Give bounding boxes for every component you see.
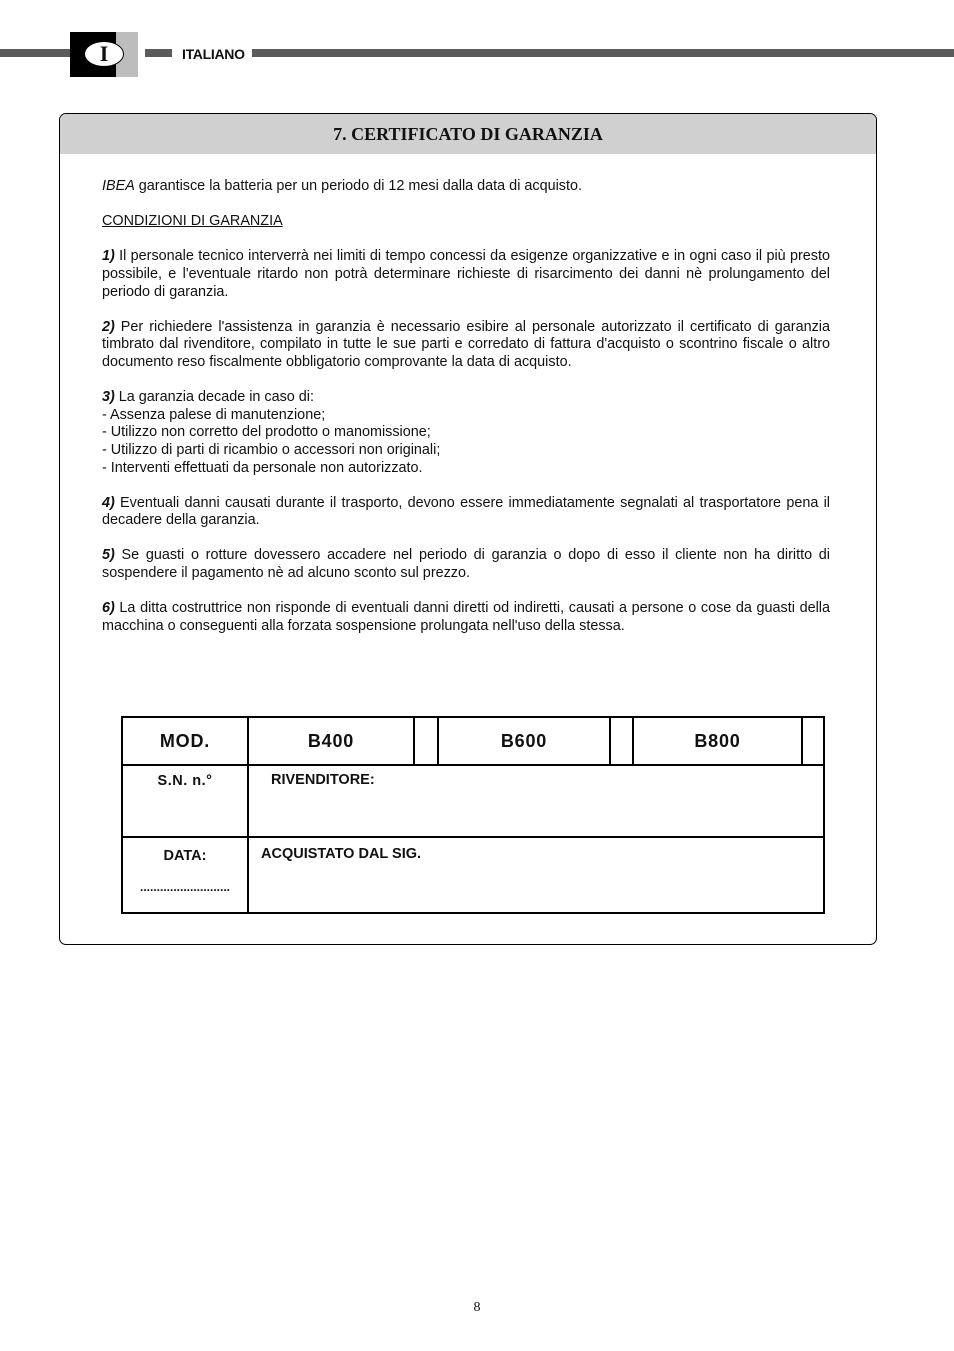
clause-3-item: - Utilizzo di parti di ricambio o accessori non originali; <box>102 441 441 458</box>
clause-number: 1) <box>102 248 115 265</box>
table-row-divider <box>123 764 823 766</box>
conditions-heading: CONDIZIONI DI GARANZIA <box>102 213 283 230</box>
intro-paragraph <box>102 178 830 196</box>
clause-text: La ditta costruttrice non risponde di eventuali danni diretti od indiretti, causati a persone o cose da guasti della macchina o conseguenti alla forzata sospensione prolungata nell'uso della stessa. <box>102 600 830 634</box>
clause-number: 3) <box>102 389 115 406</box>
clause-3-item: - Interventi effettuati da personale non autorizzato. <box>102 459 423 476</box>
clause-1 <box>102 248 830 301</box>
table-row-divider <box>123 836 823 838</box>
header-rule-mid <box>145 49 172 57</box>
clause-text: Per richiedere l'assistenza in garanzia è necessario esibire al personale autorizzato il certificato di garanzia timbrato dal rivenditore, compilato in tutte le sue parti e corredato di fattura d'acquisto o scontrino fiscale o altro documento reso fiscalmente obbligatorio comprovante la data di acquisto. <box>102 318 830 370</box>
clause-number: 5) <box>102 547 115 564</box>
header-rule-left <box>0 49 70 57</box>
clause-4 <box>102 495 830 530</box>
brand-name: IBEA <box>102 178 135 194</box>
clause-3-item: - Assenza palese di manutenzione; <box>102 406 326 423</box>
certificate-title: 7. CERTIFICATO DI GARANZIA <box>60 114 876 154</box>
clause-2 <box>102 319 830 372</box>
model-b600-checkbox[interactable] <box>611 718 632 764</box>
date-label: DATA: <box>163 848 207 864</box>
dealer-label: RIVENDITORE: <box>271 772 375 788</box>
clause-3-item: - Utilizzo non corretto del prodotto o manomissione; <box>102 424 431 441</box>
page-number: 8 <box>473 1300 481 1315</box>
clause-number: 6) <box>102 600 115 617</box>
model-b800: B800 <box>694 730 741 751</box>
clause-text: Eventuali danni causati durante il trasporto, devono essere immediatamente segnalati al trasportatore pena il decadere della garanzia. <box>102 494 830 529</box>
intro-text: garantisce la batteria per un periodo di 12 mesi dalla data di acquisto. <box>134 178 582 194</box>
clause-text: La garanzia decade in caso di: <box>114 389 315 406</box>
clause-5 <box>102 547 830 582</box>
serial-number-label: S.N. n.° <box>157 773 213 789</box>
clause-number: 2) <box>102 318 115 335</box>
model-b600: B600 <box>500 730 548 751</box>
clause-6 <box>102 600 830 635</box>
clause-text: Se guasti o rotture dovessero accadere nel periodo di garanzia o dopo di esso il cliente non ha diritto di sospendere il pagamento nè ad alcuno sconto sul prezzo. <box>102 547 830 582</box>
header-rule-right <box>252 49 954 57</box>
clause-text: Il personale tecnico interverrà nei limiti di tempo concessi da esigenze organizzative e in ogni caso il più presto possibile, e l'eventuale ritardo non potrà determinare richieste di risarcimento dei danni nè prolungamento del periodo di garanzia. <box>102 248 830 300</box>
clause-3 <box>102 389 830 477</box>
section-letter: I <box>99 41 109 66</box>
model-b400: B400 <box>307 730 355 751</box>
model-b800-checkbox[interactable] <box>803 718 823 764</box>
date-field[interactable]: ........................... <box>139 880 231 894</box>
language-label: ITALIANO <box>182 46 245 62</box>
model-b400-checkbox[interactable] <box>415 718 437 764</box>
section-letter-badge <box>84 41 124 67</box>
certificate-body <box>102 178 830 653</box>
clause-number: 4) <box>102 494 115 511</box>
buyer-label: ACQUISTATO DAL SIG. <box>261 846 422 862</box>
model-table <box>121 716 825 914</box>
warranty-certificate <box>59 113 877 945</box>
mod-label: MOD. <box>159 730 211 751</box>
